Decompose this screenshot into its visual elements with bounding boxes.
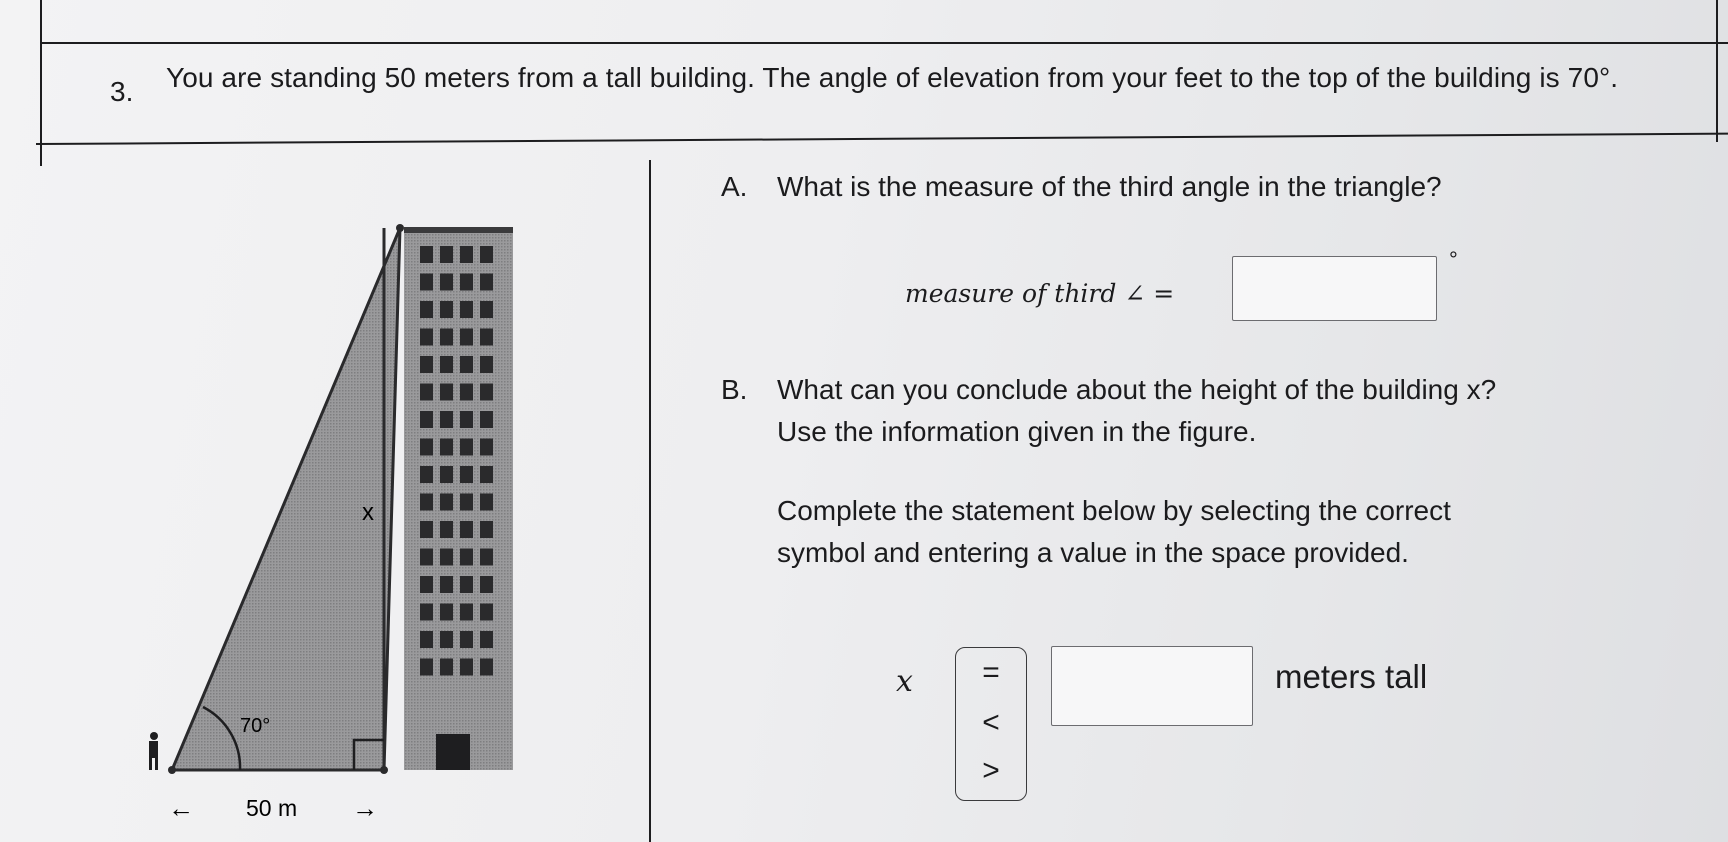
building-window <box>420 521 433 538</box>
building-window <box>440 549 453 566</box>
symbol-option-greater-than[interactable]: > <box>982 754 1000 787</box>
part-b-question <box>721 369 1496 453</box>
building-window <box>460 576 473 593</box>
building-window <box>420 659 433 676</box>
building-window <box>460 466 473 483</box>
building-window <box>420 439 433 456</box>
building-window <box>420 301 433 318</box>
symbol-selector[interactable] <box>955 647 1027 801</box>
instruction-line1: Complete the statement below by selecting the correct <box>777 495 1451 526</box>
part-a-question-text: What is the measure of the third angle in the triangle? <box>777 171 1442 202</box>
building-window <box>440 604 453 621</box>
building-window <box>440 329 453 346</box>
building-window <box>440 301 453 318</box>
building-window <box>460 274 473 291</box>
left-arrow-icon: ← <box>168 793 194 823</box>
third-angle-label: measure of third ∠ = <box>905 279 1175 308</box>
part-b-instructions <box>777 490 1451 574</box>
building-window <box>480 521 493 538</box>
question-text: You are standing 50 meters from a tall building. The angle of elevation from your feet to the top of the building is 70°. <box>166 62 1619 93</box>
building-window <box>420 604 433 621</box>
building-window <box>460 549 473 566</box>
part-b-question-line1: What can you conclude about the height of the building x? <box>777 374 1497 405</box>
building-window <box>480 659 493 676</box>
meters-tall-label: meters tall <box>1275 658 1428 695</box>
building-window <box>460 604 473 621</box>
building-window <box>480 246 493 263</box>
person-icon <box>149 732 158 770</box>
building-window <box>420 274 433 291</box>
building-window <box>480 274 493 291</box>
building-window <box>420 549 433 566</box>
building-window <box>440 384 453 401</box>
right-arrow-icon: → <box>352 793 378 823</box>
building-window <box>440 246 453 263</box>
building-window <box>440 631 453 648</box>
building-window <box>480 631 493 648</box>
building-window <box>480 411 493 428</box>
variable-x-label: x <box>896 664 913 699</box>
symbol-option-less-than[interactable]: < <box>982 706 1000 739</box>
height-value-input[interactable] <box>1051 646 1253 726</box>
building-window <box>420 246 433 263</box>
building-window <box>420 384 433 401</box>
building-window <box>460 439 473 456</box>
building-window <box>440 356 453 373</box>
building-window <box>440 274 453 291</box>
building-window <box>420 466 433 483</box>
building-window <box>480 439 493 456</box>
building-window <box>420 356 433 373</box>
building-window <box>460 631 473 648</box>
building-window <box>480 576 493 593</box>
building-window <box>460 301 473 318</box>
building-window <box>480 494 493 511</box>
side-x-label: x <box>362 499 374 526</box>
part-b-letter: B. <box>721 374 748 405</box>
building-window <box>440 439 453 456</box>
building-window <box>480 329 493 346</box>
building-window <box>460 329 473 346</box>
table-right-border <box>1716 0 1718 142</box>
building-window <box>440 494 453 511</box>
building-window <box>480 604 493 621</box>
building-window <box>440 576 453 593</box>
third-angle-input[interactable] <box>1232 256 1437 321</box>
building-window <box>460 521 473 538</box>
building-window <box>460 411 473 428</box>
building-window <box>440 466 453 483</box>
building-window <box>440 659 453 676</box>
building-window <box>460 384 473 401</box>
building-window <box>420 329 433 346</box>
building-window <box>460 494 473 511</box>
building-window <box>420 494 433 511</box>
building-window <box>420 631 433 648</box>
question-number: 3. <box>110 76 134 107</box>
building-window <box>460 246 473 263</box>
triangle-building-figure <box>0 0 650 842</box>
symbol-option-equals[interactable]: = <box>982 656 1000 689</box>
angle-label: 70° <box>240 715 271 737</box>
building-window <box>480 466 493 483</box>
building-window <box>480 301 493 318</box>
building-window <box>420 576 433 593</box>
building-window <box>480 549 493 566</box>
part-b-question-line2: Use the information given in the figure. <box>777 416 1257 447</box>
building <box>404 227 513 770</box>
building-door <box>436 734 470 770</box>
part-a-question <box>721 166 1442 208</box>
building-window <box>460 356 473 373</box>
building-window <box>480 384 493 401</box>
degree-symbol: ° <box>1449 247 1458 272</box>
building-window <box>480 356 493 373</box>
part-a-letter: A. <box>721 171 748 202</box>
building-window <box>440 521 453 538</box>
building-window <box>460 659 473 676</box>
instruction-line2: symbol and entering a value in the space provided. <box>777 537 1409 568</box>
building-window <box>420 411 433 428</box>
building-window <box>440 411 453 428</box>
base-label: 50 m <box>246 795 298 821</box>
